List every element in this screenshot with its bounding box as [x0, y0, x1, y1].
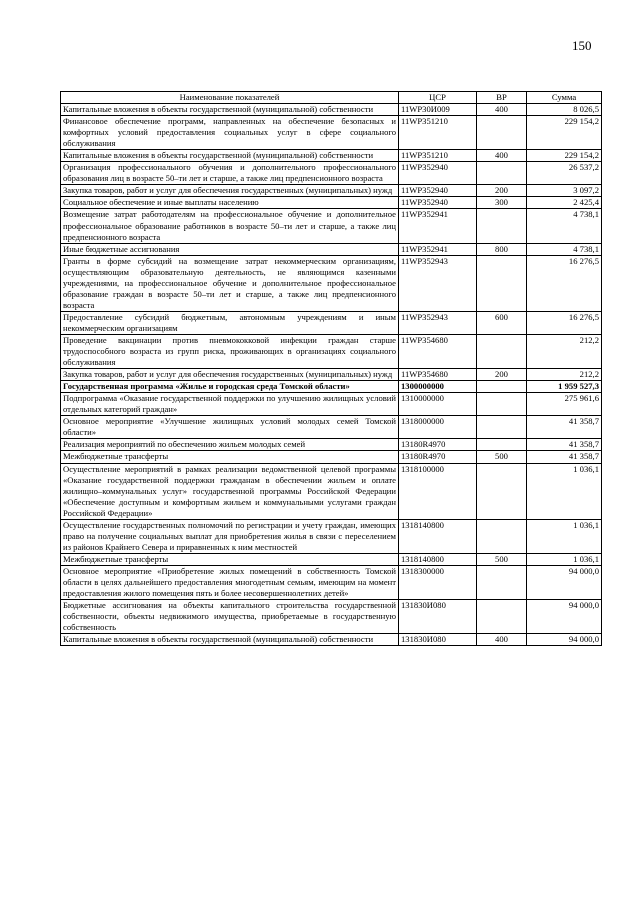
row-sum-cell: 1 036,1	[527, 519, 602, 553]
row-csr-cell: 1310000000	[399, 393, 477, 416]
row-csr-cell: 13180R4970	[399, 451, 477, 463]
row-csr-cell: 11WP352940	[399, 197, 477, 209]
row-name-cell: Проведение вакцинации против пневмококковой инфекции граждан старше трудоспособного возраста из групп риска, проживающих в организациях социального обслуживания	[61, 334, 399, 368]
row-name-cell: Осуществление государственных полномочий по регистрации и учету граждан, имеющих право на получение социальных выплат для приобретения жилья в связи с переселением из районов Крайнего Севера и приравненных к ним местностей	[61, 519, 399, 553]
table-row	[61, 451, 602, 463]
row-name-cell: Капитальные вложения в объекты государственной (муниципальной) собственности	[61, 104, 399, 116]
row-name-cell: Гранты в форме субсидий на возмещение затрат некоммерческим организациям, осуществляющим образовательную деятельность, не являющимся казенными учреждениями, на профессиональное обучение и дополнительное профессиональное образование граждан в возрасте 50–ти лет и старше, а также лиц предпенсионного возраста	[61, 255, 399, 311]
row-csr-cell: 11WP351210	[399, 150, 477, 162]
row-sum-cell: 26 537,2	[527, 162, 602, 185]
row-vr-cell: 500	[477, 451, 527, 463]
row-name-cell: Капитальные вложения в объекты государственной (муниципальной) собственности	[61, 634, 399, 646]
row-name-cell: Реализация мероприятий по обеспечению жильем молодых семей	[61, 439, 399, 451]
row-vr-cell	[477, 519, 527, 553]
row-vr-cell: 400	[477, 150, 527, 162]
row-sum-cell: 1 036,1	[527, 553, 602, 565]
row-csr-cell: 1318000000	[399, 416, 477, 439]
row-sum-cell: 275 961,6	[527, 393, 602, 416]
table-row	[61, 393, 602, 416]
header-sum: Сумма	[527, 92, 602, 104]
row-sum-cell: 16 276,5	[527, 255, 602, 311]
table-row	[61, 463, 602, 519]
row-vr-cell: 300	[477, 197, 527, 209]
table-row	[61, 634, 602, 646]
row-vr-cell: 200	[477, 369, 527, 381]
row-csr-cell: 13180R4970	[399, 439, 477, 451]
table-row	[61, 209, 602, 243]
row-csr-cell: 131830И080	[399, 634, 477, 646]
row-name-cell: Закупка товаров, работ и услуг для обеспечения государственных (муниципальных) нужд	[61, 185, 399, 197]
table-row	[61, 104, 602, 116]
budget-table	[60, 91, 602, 646]
table-body	[61, 104, 602, 646]
row-sum-cell: 4 738,1	[527, 209, 602, 243]
row-csr-cell: 1318300000	[399, 565, 477, 599]
row-vr-cell	[477, 565, 527, 599]
row-sum-cell: 94 000,0	[527, 600, 602, 634]
row-name-cell: Социальное обеспечение и иные выплаты населению	[61, 197, 399, 209]
row-vr-cell	[477, 381, 527, 393]
table-row	[61, 255, 602, 311]
row-sum-cell: 41 358,7	[527, 439, 602, 451]
row-sum-cell: 41 358,7	[527, 416, 602, 439]
table-row	[61, 150, 602, 162]
row-name-cell: Межбюджетные трансферты	[61, 451, 399, 463]
table-header-row	[61, 92, 602, 104]
row-sum-cell: 4 738,1	[527, 243, 602, 255]
row-sum-cell: 1 036,1	[527, 463, 602, 519]
row-csr-cell: 1300000000	[399, 381, 477, 393]
table-row	[61, 185, 602, 197]
row-csr-cell: 1318100000	[399, 463, 477, 519]
row-csr-cell: 11WP354680	[399, 334, 477, 368]
row-name-cell: Основное мероприятие «Приобретение жилых помещений в собственность Томской области в целях дальнейшего предоставления многодетным семьям, имеющим на момент предоставления жилого помещения пять и более несовершеннолетних детей»	[61, 565, 399, 599]
row-vr-cell	[477, 439, 527, 451]
row-sum-cell: 94 000,0	[527, 565, 602, 599]
row-vr-cell	[477, 255, 527, 311]
row-csr-cell: 11WP30И009	[399, 104, 477, 116]
row-csr-cell: 11WP352940	[399, 162, 477, 185]
row-name-cell: Подпрограмма «Оказание государственной поддержки по улучшению жилищных условий отдельных категорий граждан»	[61, 393, 399, 416]
row-csr-cell: 11WP354680	[399, 369, 477, 381]
row-csr-cell: 1318140800	[399, 519, 477, 553]
table-row	[61, 565, 602, 599]
table-row	[61, 600, 602, 634]
row-name-cell: Организация профессионального обучения и дополнительного профессионального образования лиц в возрасте 50–ти лет и старше, а также лиц предпенсионного возраста	[61, 162, 399, 185]
header-name: Наименование показателей	[61, 92, 399, 104]
table-row	[61, 116, 602, 150]
header-vr: ВР	[477, 92, 527, 104]
row-csr-cell: 11WP352941	[399, 209, 477, 243]
row-csr-cell: 11WP352943	[399, 311, 477, 334]
table-row	[61, 197, 602, 209]
row-csr-cell: 11WP352940	[399, 185, 477, 197]
row-sum-cell: 212,2	[527, 334, 602, 368]
row-vr-cell	[477, 116, 527, 150]
row-name-cell: Возмещение затрат работодателям на профессиональное обучение и дополнительное профессиональное образование работников в возрасте 50–ти лет и старше, а также лиц предпенсионного возраста	[61, 209, 399, 243]
row-vr-cell	[477, 162, 527, 185]
row-csr-cell: 1318140800	[399, 553, 477, 565]
table-row	[61, 369, 602, 381]
row-name-cell: Капитальные вложения в объекты государственной (муниципальной) собственности	[61, 150, 399, 162]
row-sum-cell: 94 000,0	[527, 634, 602, 646]
row-vr-cell	[477, 393, 527, 416]
table-row	[61, 519, 602, 553]
row-csr-cell: 11WP352941	[399, 243, 477, 255]
table-row	[61, 243, 602, 255]
row-sum-cell: 41 358,7	[527, 451, 602, 463]
row-vr-cell	[477, 334, 527, 368]
row-vr-cell: 600	[477, 311, 527, 334]
row-sum-cell: 3 097,2	[527, 185, 602, 197]
row-csr-cell: 131830И080	[399, 600, 477, 634]
table-row	[61, 162, 602, 185]
row-name-cell: Предоставление субсидий бюджетным, автономным учреждениям и иным некоммерческим организациям	[61, 311, 399, 334]
row-vr-cell	[477, 416, 527, 439]
row-sum-cell: 229 154,2	[527, 150, 602, 162]
row-vr-cell: 500	[477, 553, 527, 565]
row-name-cell: Основное мероприятие «Улучшение жилищных условий молодых семей Томской области»	[61, 416, 399, 439]
row-sum-cell: 2 425,4	[527, 197, 602, 209]
header-csr: ЦСР	[399, 92, 477, 104]
row-sum-cell: 8 026,5	[527, 104, 602, 116]
row-name-cell: Иные бюджетные ассигнования	[61, 243, 399, 255]
row-vr-cell: 800	[477, 243, 527, 255]
row-sum-cell: 1 959 527,3	[527, 381, 602, 393]
table-row	[61, 334, 602, 368]
row-name-cell: Осуществление мероприятий в рамках реализации ведомственной целевой программы «Оказание государственной поддержки гражданам в обеспечении жильем и оплате жилищно–коммунальных услуг» государственной программы Российской Федерации «Обеспечение доступным и комфортным жильем и коммунальными услугами граждан Российской Федерации»	[61, 463, 399, 519]
row-name-cell: Государственная программа «Жилье и городская среда Томской области»	[61, 381, 399, 393]
table-row	[61, 553, 602, 565]
page-number: 150	[572, 38, 592, 53]
row-sum-cell: 16 276,5	[527, 311, 602, 334]
row-vr-cell	[477, 600, 527, 634]
row-vr-cell	[477, 463, 527, 519]
table-row	[61, 416, 602, 439]
row-sum-cell: 212,2	[527, 369, 602, 381]
row-name-cell: Закупка товаров, работ и услуг для обеспечения государственных (муниципальных) нужд	[61, 369, 399, 381]
row-vr-cell: 400	[477, 104, 527, 116]
row-vr-cell: 200	[477, 185, 527, 197]
row-name-cell: Финансовое обеспечение программ, направленных на обеспечение безопасных и комфортных условий предоставления социальных услуг в сфере социального обслуживания	[61, 116, 399, 150]
table-row	[61, 311, 602, 334]
table-row	[61, 381, 602, 393]
row-csr-cell: 11WP351210	[399, 116, 477, 150]
row-vr-cell	[477, 209, 527, 243]
row-vr-cell: 400	[477, 634, 527, 646]
row-name-cell: Бюджетные ассигнования на объекты капитального строительства государственной собственности, объекты недвижимого имущества, приобретаемые в государственную собственность	[61, 600, 399, 634]
row-name-cell: Межбюджетные трансферты	[61, 553, 399, 565]
row-csr-cell: 11WP352943	[399, 255, 477, 311]
row-sum-cell: 229 154,2	[527, 116, 602, 150]
table-row	[61, 439, 602, 451]
